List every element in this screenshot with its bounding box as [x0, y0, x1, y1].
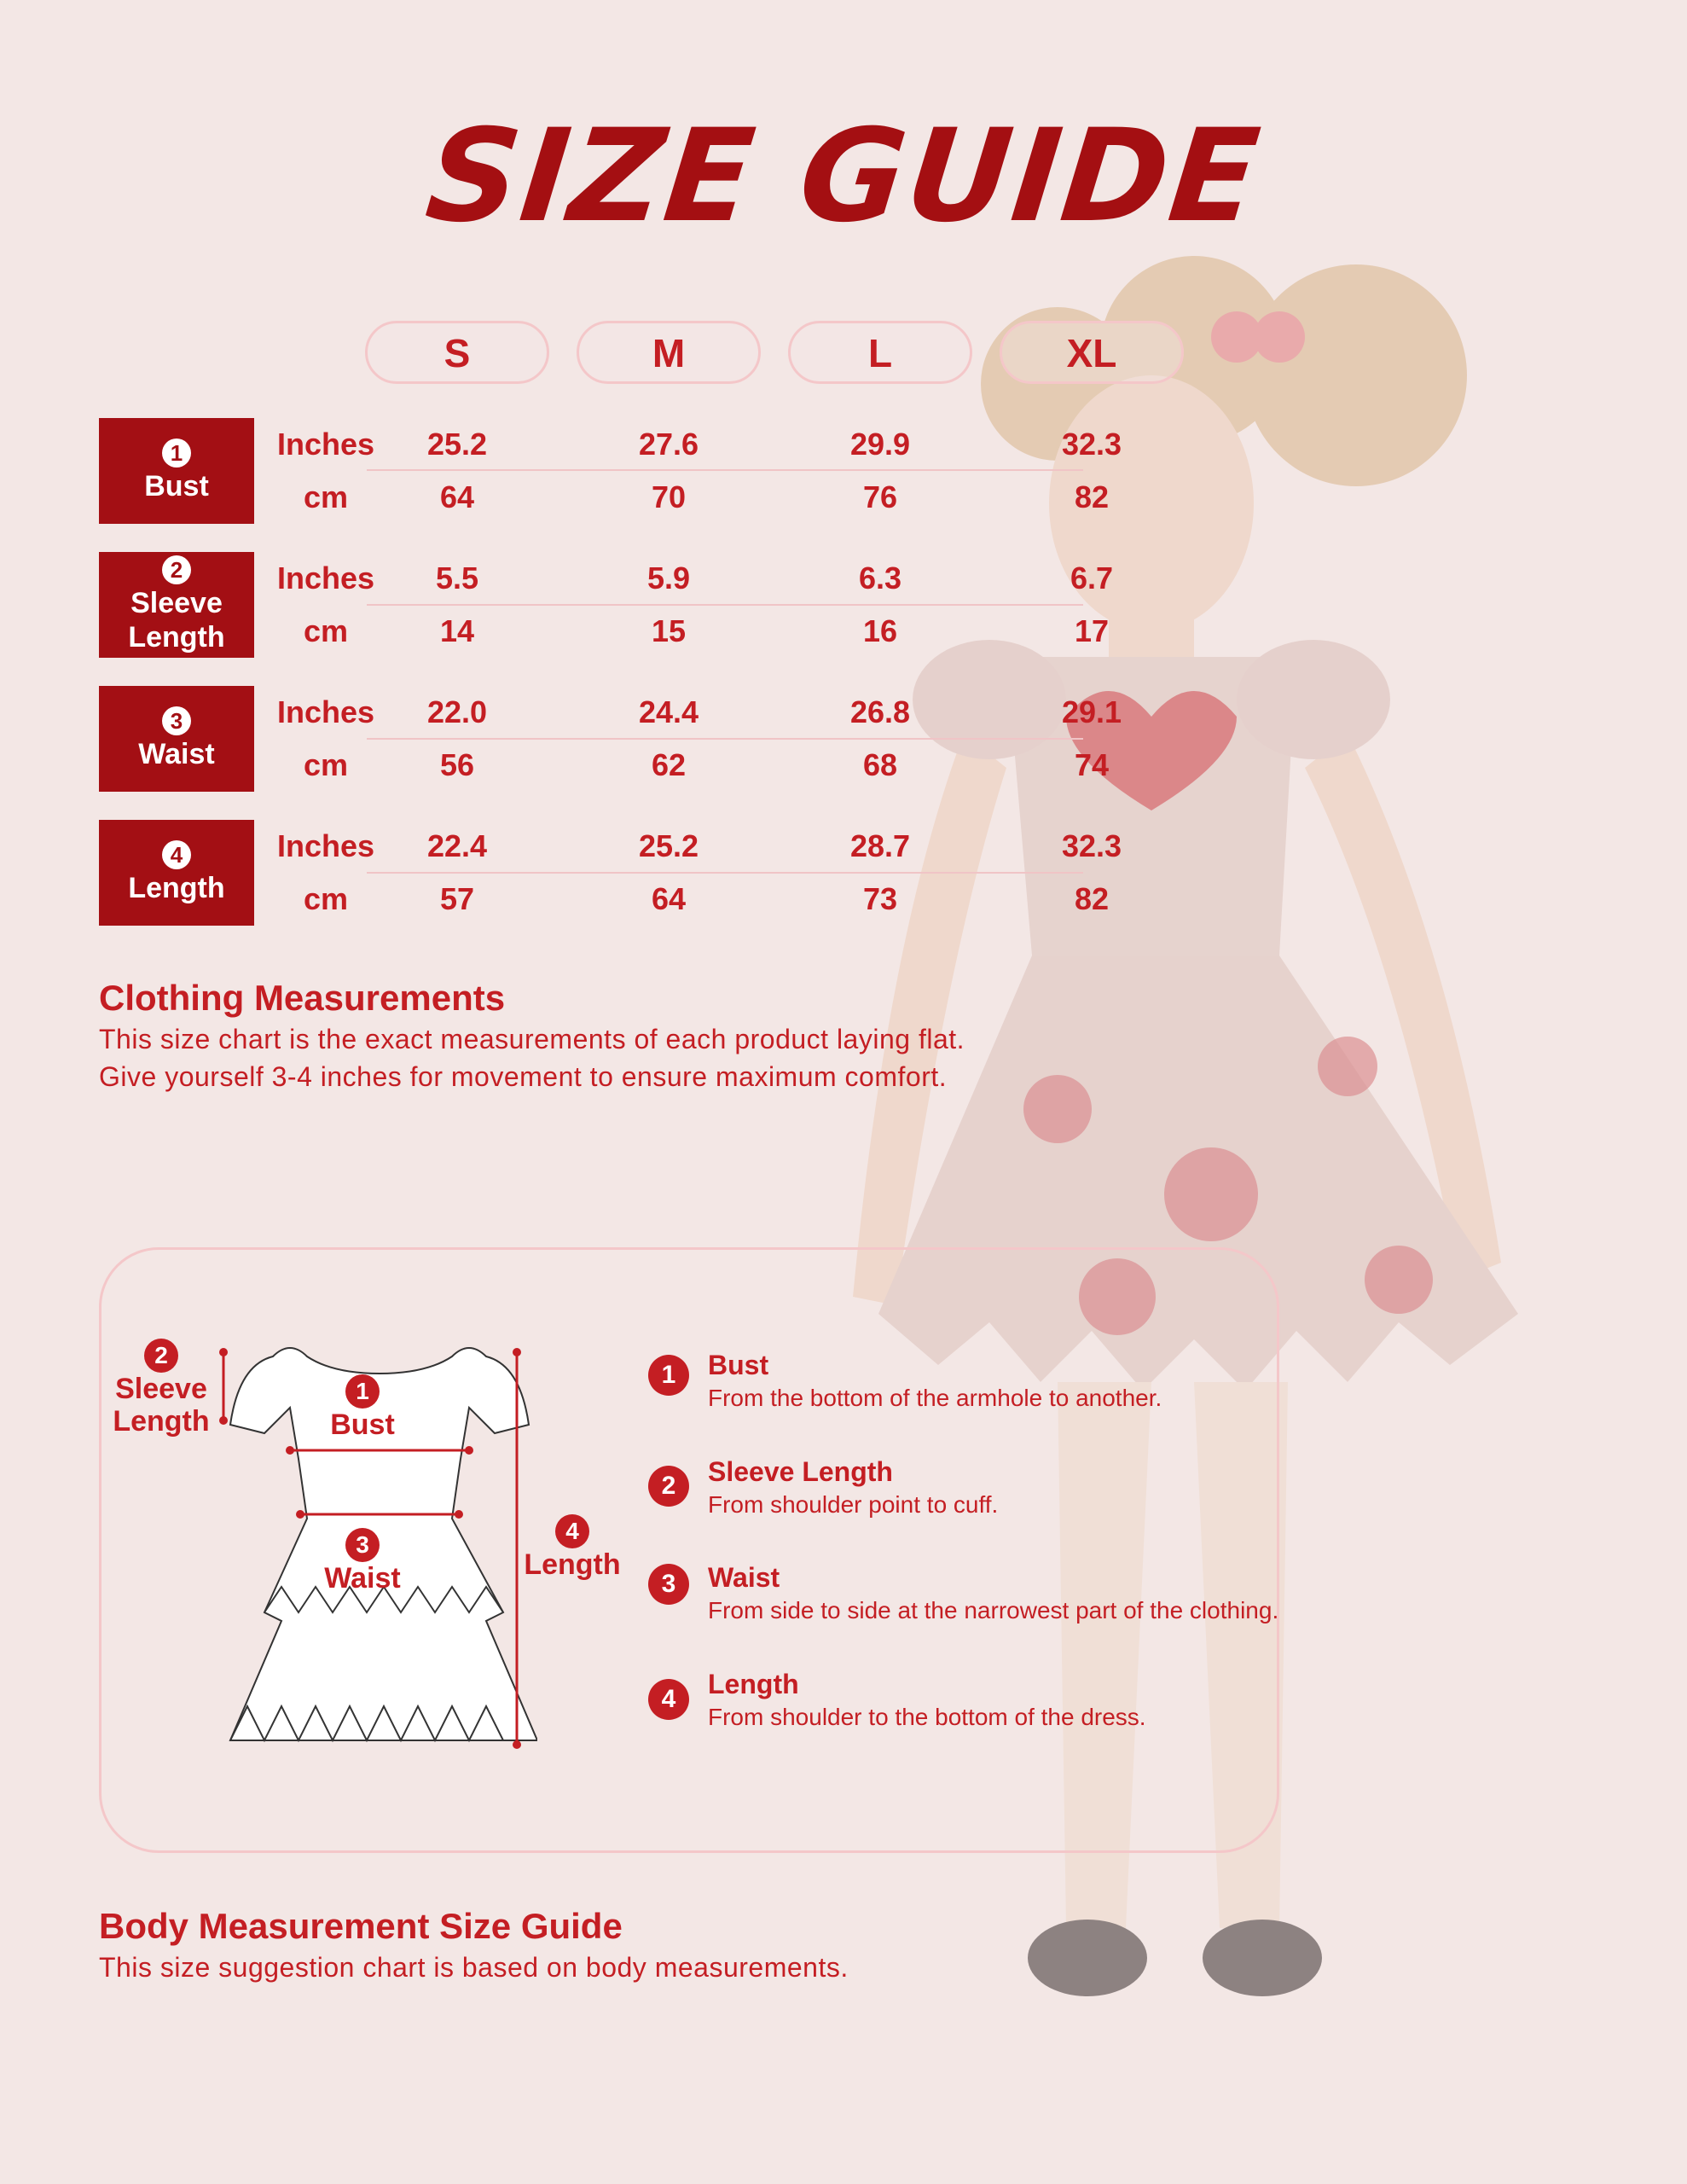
- waist-cm-s: 56: [439, 747, 475, 782]
- legend-title-sleeve-length: Sleeve Length: [708, 1456, 893, 1487]
- sleeve-measure-line: [215, 1348, 232, 1425]
- row-divider: [367, 738, 1083, 740]
- diagram-label-length: [517, 1513, 628, 1581]
- measure-label-length: [99, 820, 254, 926]
- unit-inches: Inches: [276, 694, 375, 729]
- bust-cm-m: 70: [651, 479, 687, 514]
- diagram-label-bust: [307, 1374, 418, 1441]
- diagram-badge-1: 1: [345, 1374, 380, 1409]
- bust-inches-l: 29.9: [849, 427, 911, 462]
- legend-desc-waist: From side to side at the narrowest part of the clothing.: [708, 1597, 1279, 1623]
- length-cm-s: 57: [439, 881, 475, 916]
- bust-cm-s: 64: [439, 479, 475, 514]
- clothing-measurements-line2: Give yourself 3-4 inches for movement to ensure maximum comfort.: [99, 1061, 948, 1092]
- sleeve-cm-m: 15: [651, 613, 687, 648]
- waist-inches-m: 24.4: [638, 694, 699, 729]
- waist-inches-xl: 29.1: [1061, 694, 1122, 729]
- waist-cm-xl: 74: [1074, 747, 1110, 782]
- length-inches-s: 22.4: [426, 828, 488, 863]
- legend-desc-length: From shoulder to the bottom of the dress.: [708, 1704, 1146, 1730]
- sleeve-number-badge: 2: [162, 555, 191, 584]
- unit-cm: cm: [303, 881, 349, 916]
- legend-badge-4: 4: [648, 1679, 689, 1720]
- legend-title-length: Length: [708, 1669, 799, 1699]
- waist-inches-s: 22.0: [426, 694, 488, 729]
- length-inches-xl: 32.3: [1061, 828, 1122, 863]
- waist-number-badge: 3: [162, 706, 191, 735]
- diagram-badge-4: 4: [555, 1514, 589, 1548]
- legend-desc-sleeve-length: From shoulder point to cuff.: [708, 1491, 999, 1518]
- length-cm-l: 73: [862, 881, 898, 916]
- waist-label: Waist: [138, 738, 215, 770]
- sleeve-cm-xl: 17: [1074, 613, 1110, 648]
- body-measurement-text: This size suggestion chart is based on body measurements.: [99, 1952, 849, 1983]
- bust-inches-xl: 32.3: [1061, 427, 1122, 462]
- legend-badge-1: 1: [648, 1355, 689, 1396]
- measure-label-waist: [99, 686, 254, 792]
- unit-inches: Inches: [276, 561, 375, 595]
- diagram-label-waist: [307, 1527, 418, 1594]
- row-divider: [367, 872, 1083, 874]
- sleeve-inches-l: 6.3: [858, 561, 902, 595]
- sleeve-label-line1: Sleeve: [130, 587, 223, 619]
- unit-cm: cm: [303, 479, 349, 514]
- length-cm-xl: 82: [1074, 881, 1110, 916]
- sleeve-label-line2: Length: [128, 621, 225, 653]
- bust-label: Bust: [144, 470, 209, 502]
- row-divider: [367, 604, 1083, 606]
- diagram-label-sleeve-length: [106, 1338, 217, 1438]
- unit-inches: Inches: [276, 828, 375, 863]
- unit-cm: cm: [303, 747, 349, 782]
- diagram-sleeve-line1: Sleeve: [115, 1373, 207, 1405]
- bust-inches-s: 25.2: [426, 427, 488, 462]
- sleeve-inches-s: 5.5: [435, 561, 479, 595]
- length-inches-m: 25.2: [638, 828, 699, 863]
- length-number-badge: 4: [162, 840, 191, 869]
- legend-badge-3: 3: [648, 1564, 689, 1605]
- length-inches-l: 28.7: [849, 828, 911, 863]
- diagram-bust-text: Bust: [330, 1409, 395, 1441]
- waist-inches-l: 26.8: [849, 694, 911, 729]
- bust-cm-xl: 82: [1074, 479, 1110, 514]
- diagram-length-text: Length: [524, 1548, 621, 1581]
- legend-title-bust: Bust: [708, 1350, 769, 1380]
- bust-cm-l: 76: [862, 479, 898, 514]
- legend-title-waist: Waist: [708, 1562, 780, 1593]
- diagram-badge-2: 2: [144, 1339, 178, 1373]
- bust-number-badge: 1: [162, 439, 191, 468]
- sleeve-cm-l: 16: [862, 613, 898, 648]
- size-header-m: M: [577, 321, 761, 384]
- size-header-l: L: [788, 321, 972, 384]
- measure-label-bust: [99, 418, 254, 524]
- diagram-sleeve-line2: Length: [113, 1405, 210, 1438]
- diagram-badge-3: 3: [345, 1528, 380, 1562]
- length-label: Length: [128, 872, 225, 904]
- size-header-s: S: [365, 321, 549, 384]
- body-measurement-title: Body Measurement Size Guide: [99, 1906, 623, 1946]
- waist-cm-l: 68: [862, 747, 898, 782]
- waist-cm-m: 62: [651, 747, 687, 782]
- page-title: SIZE GUIDE: [420, 102, 1267, 251]
- size-header-xl: XL: [1000, 321, 1184, 384]
- legend-desc-bust: From the bottom of the armhole to another.: [708, 1385, 1162, 1411]
- unit-cm: cm: [303, 613, 349, 648]
- clothing-measurements-title: Clothing Measurements: [99, 978, 506, 1018]
- sleeve-inches-m: 5.9: [646, 561, 691, 595]
- bust-inches-m: 27.6: [638, 427, 699, 462]
- sleeve-inches-xl: 6.7: [1070, 561, 1114, 595]
- unit-inches: Inches: [276, 427, 375, 462]
- diagram-waist-text: Waist: [324, 1562, 401, 1594]
- sleeve-cm-s: 14: [439, 613, 475, 648]
- length-cm-m: 64: [651, 881, 687, 916]
- clothing-measurements-line1: This size chart is the exact measurements of each product laying flat.: [99, 1024, 965, 1054]
- row-divider: [367, 469, 1083, 471]
- legend-badge-2: 2: [648, 1466, 689, 1507]
- measure-label-sleeve-length: [99, 552, 254, 658]
